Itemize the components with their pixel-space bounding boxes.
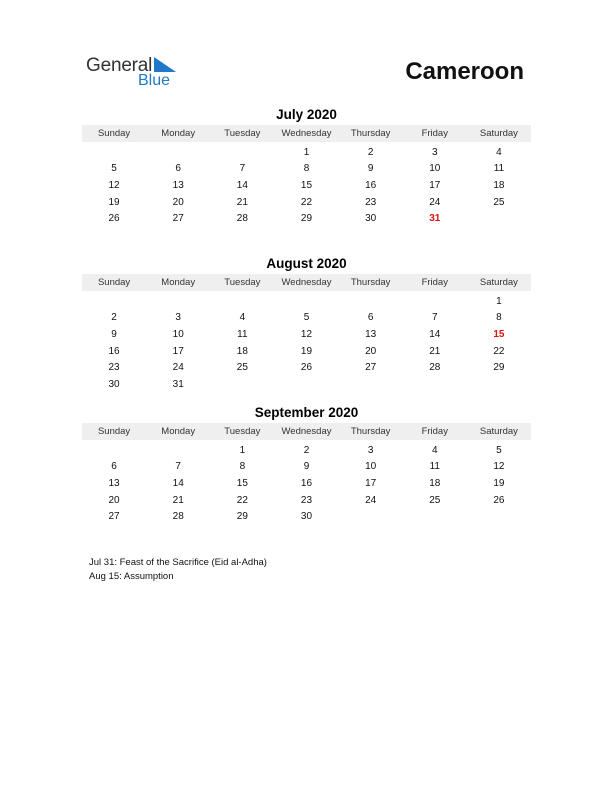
day-cell: 14 — [172, 477, 184, 489]
weekday-label: Sunday — [97, 277, 131, 288]
day-cell: 20 — [108, 494, 120, 506]
weekday-label: Thursday — [350, 277, 391, 288]
day-cell: 18 — [493, 179, 505, 191]
day-cell: 11 — [493, 163, 505, 175]
weekday-label: Sunday — [97, 128, 131, 139]
weekday-label: Saturday — [479, 426, 518, 437]
day-cell: 13 — [108, 477, 120, 489]
day-cell: 7 — [175, 461, 181, 473]
day-cell: 2 — [303, 444, 310, 456]
day-cell: 25 — [493, 196, 505, 208]
day-cell: 12 — [300, 328, 313, 340]
day-cell: 3 — [175, 312, 181, 324]
day-cell: 16 — [108, 345, 120, 357]
week-row — [82, 177, 531, 194]
week-row — [82, 475, 531, 492]
day-cell: 7 — [239, 163, 246, 175]
day-cell: 11 — [237, 328, 248, 340]
day-cell: 18 — [429, 477, 441, 489]
week-row — [82, 459, 531, 476]
weekday-label: Thursday — [350, 128, 391, 139]
day-cell: 9 — [303, 461, 310, 473]
holiday-day-cell: 31 — [429, 213, 441, 225]
day-cell: 30 — [300, 511, 313, 523]
logo-word-blue: Blue — [138, 72, 171, 89]
week-row — [82, 326, 531, 343]
month-grid — [82, 144, 531, 227]
weekday-label: Monday — [161, 277, 196, 288]
weekday-label: Saturday — [479, 128, 518, 139]
day-cell: 21 — [172, 494, 184, 506]
day-cell: 26 — [493, 494, 505, 506]
day-cell: 1 — [239, 444, 246, 456]
weekday-label: Monday — [161, 128, 196, 139]
holiday-note: Aug 15: Assumption — [89, 571, 174, 582]
day-cell: 2 — [367, 146, 374, 158]
month-july-2020 — [82, 106, 531, 227]
day-cell: 25 — [429, 494, 441, 506]
day-cell: 1 — [496, 295, 502, 307]
day-cell: 19 — [300, 345, 313, 357]
day-cell: 3 — [367, 444, 374, 456]
day-cell: 17 — [172, 345, 184, 357]
weekday-label: Wednesday — [281, 277, 332, 288]
weekday-header — [82, 125, 531, 142]
day-cell: 9 — [111, 328, 117, 340]
day-cell: 22 — [493, 345, 505, 357]
day-cell: 28 — [236, 213, 248, 225]
week-row — [82, 161, 531, 178]
day-cell: 14 — [429, 328, 441, 340]
day-cell: 3 — [431, 146, 438, 158]
day-cell: 23 — [300, 494, 313, 506]
weekday-label: Thursday — [350, 426, 391, 437]
day-cell: 17 — [365, 477, 377, 489]
weekday-label: Tuesday — [224, 128, 261, 139]
week-row — [82, 293, 531, 310]
weekday-label: Friday — [421, 128, 448, 139]
month-title: August 2020 — [266, 256, 347, 271]
country-title: Cameroon — [405, 58, 524, 85]
day-cell: 4 — [431, 444, 438, 456]
day-cell: 8 — [496, 312, 502, 324]
day-cell: 31 — [172, 378, 184, 390]
day-cell: 30 — [365, 213, 377, 225]
day-cell: 22 — [236, 494, 248, 506]
logo-triangle-icon — [154, 57, 176, 73]
day-cell: 5 — [303, 312, 310, 324]
day-cell: 29 — [493, 362, 505, 374]
day-cell: 5 — [496, 444, 502, 456]
weekday-header — [82, 423, 531, 440]
day-cell: 10 — [429, 163, 441, 175]
day-cell: 14 — [236, 179, 248, 191]
day-cell: 17 — [429, 179, 441, 191]
day-cell: 13 — [365, 328, 377, 340]
week-row — [82, 144, 531, 161]
day-cell: 9 — [367, 163, 374, 175]
day-cell: 19 — [493, 477, 505, 489]
weekday-label: Friday — [421, 277, 448, 288]
generalblue-logo — [86, 55, 186, 91]
day-cell: 24 — [172, 362, 184, 374]
day-cell: 28 — [172, 511, 184, 523]
day-cell: 6 — [111, 461, 117, 473]
day-cell: 24 — [365, 494, 377, 506]
weekday-header — [82, 274, 531, 291]
day-cell: 8 — [239, 461, 246, 473]
weekday-label: Friday — [421, 426, 448, 437]
day-cell: 1 — [303, 146, 310, 158]
day-cell: 23 — [365, 196, 377, 208]
day-cell: 16 — [365, 179, 377, 191]
month-title: July 2020 — [276, 107, 337, 122]
month-august-2020 — [82, 255, 531, 393]
week-row — [82, 492, 531, 509]
weekday-label: Wednesday — [281, 128, 332, 139]
day-cell: 16 — [300, 477, 313, 489]
month-grid — [82, 442, 531, 525]
month-title: September 2020 — [254, 405, 359, 420]
day-cell: 19 — [108, 196, 120, 208]
week-row — [82, 442, 531, 459]
day-cell: 23 — [108, 362, 120, 374]
day-cell: 21 — [429, 345, 441, 357]
week-row — [82, 194, 531, 211]
day-cell: 6 — [367, 312, 374, 324]
week-row — [82, 310, 531, 327]
day-cell: 24 — [429, 196, 441, 208]
day-cell: 20 — [365, 345, 377, 357]
day-cell: 7 — [431, 312, 438, 324]
day-cell: 27 — [108, 511, 120, 523]
week-row — [82, 376, 531, 393]
weekday-label: Tuesday — [224, 277, 261, 288]
day-cell: 28 — [429, 362, 441, 374]
day-cell: 29 — [236, 511, 248, 523]
logo-word-general: General — [86, 55, 153, 76]
holiday-day-cell: 15 — [493, 328, 505, 340]
day-cell: 30 — [108, 378, 120, 390]
day-cell: 15 — [236, 477, 248, 489]
holiday-note: Jul 31: Feast of the Sacrifice (Eid al-Adha) — [89, 557, 267, 568]
day-cell: 18 — [236, 345, 248, 357]
day-cell: 15 — [300, 179, 313, 191]
week-row — [82, 343, 531, 360]
month-september-2020 — [82, 404, 531, 525]
weekday-label: Wednesday — [281, 426, 332, 437]
day-cell: 25 — [236, 362, 248, 374]
day-cell: 10 — [365, 461, 377, 473]
day-cell: 13 — [172, 179, 184, 191]
week-row — [82, 210, 531, 227]
day-cell: 5 — [111, 163, 117, 175]
day-cell: 12 — [108, 179, 120, 191]
day-cell: 26 — [300, 362, 313, 374]
day-cell: 4 — [496, 146, 502, 158]
day-cell: 21 — [236, 196, 248, 208]
day-cell: 4 — [239, 312, 246, 324]
month-grid — [82, 293, 531, 393]
week-row — [82, 508, 531, 525]
weekday-label: Saturday — [479, 277, 518, 288]
weekday-label: Monday — [161, 426, 196, 437]
week-row — [82, 359, 531, 376]
day-cell: 12 — [493, 461, 505, 473]
day-cell: 27 — [172, 213, 184, 225]
weekday-label: Sunday — [97, 426, 131, 437]
day-cell: 8 — [303, 163, 310, 175]
day-cell: 22 — [300, 196, 313, 208]
day-cell: 6 — [175, 163, 181, 175]
holiday-notes — [89, 556, 267, 584]
day-cell: 20 — [172, 196, 184, 208]
day-cell: 10 — [172, 328, 184, 340]
weekday-label: Tuesday — [224, 426, 261, 437]
day-cell: 27 — [365, 362, 377, 374]
day-cell: 2 — [111, 312, 117, 324]
day-cell: 11 — [429, 461, 440, 473]
day-cell: 29 — [300, 213, 313, 225]
day-cell: 26 — [108, 213, 120, 225]
